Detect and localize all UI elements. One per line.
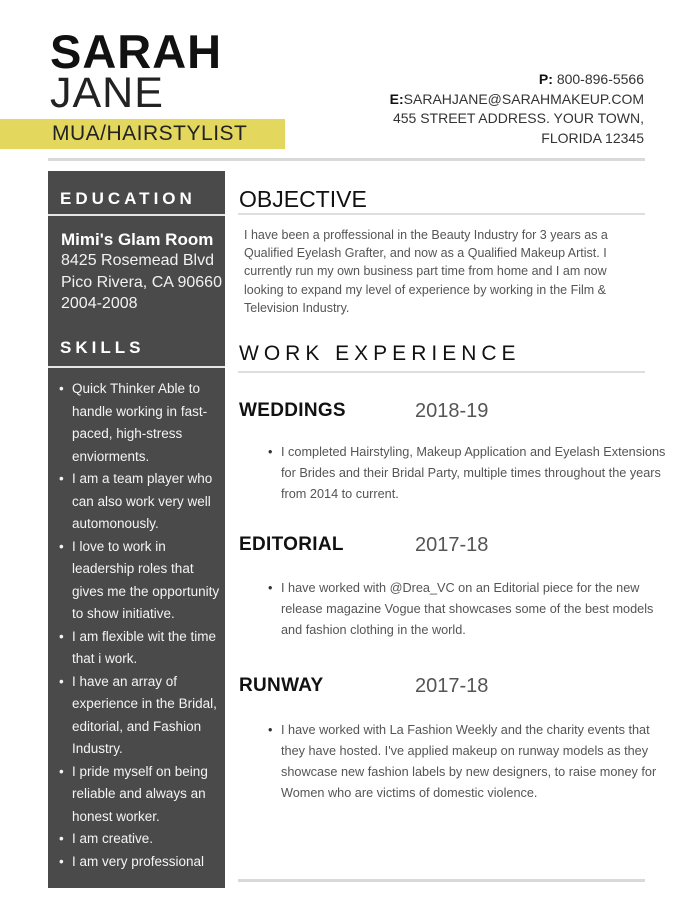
job-years: 2017-18 — [415, 675, 489, 697]
last-name: JANE — [50, 69, 164, 117]
school-address-1: 8425 Rosemead Blvd — [61, 252, 214, 269]
objective-text: I have been a proffessional in the Beauty Industry for 3 years as a Qualified Eyelash Grafter, and now as a Qualified Makeup Artist. I currently run my own business part time from home and I am now looking to expand my level of experience by working in the Film & Television Industry. — [244, 228, 608, 315]
email-line — [390, 90, 644, 110]
job-years: 2017-18 — [415, 534, 489, 556]
skills-heading: SKILLS — [60, 338, 145, 357]
objective-divider — [238, 213, 645, 215]
skills-list — [58, 378, 228, 873]
skill-item: • I am creative. — [58, 828, 228, 851]
education-heading: EDUCATION — [60, 189, 196, 208]
first-name: SARAH — [50, 25, 223, 78]
objective-heading: OBJECTIVE — [239, 186, 367, 212]
phone-line — [390, 70, 644, 90]
school-name: Mimi's Glam Room — [61, 230, 214, 249]
job-description-item: • I have worked with La Fashion Weekly and the charity events that they have hosted. I've applied makeup on runway models as they showcase new fashion labels by new designers, to raise money for Women who are victims of domestic violence. — [268, 720, 673, 804]
job-description — [268, 720, 673, 804]
email-label: E: — [389, 90, 404, 107]
skills-divider — [48, 366, 225, 368]
skill-item: • I have an array of experience in the Bridal, editorial, and Fashion Industry. — [58, 671, 228, 761]
education-divider — [48, 214, 225, 216]
work-experience-heading: WORK EXPERIENCE — [239, 342, 521, 365]
phone-label: P: — [538, 71, 553, 87]
job-description-item: • I completed Hairstyling, Makeup Application and Eyelash Extensions for Brides and their Bridal Party, multiple times throughout the years from 2014 to current. — [268, 442, 673, 505]
job-years: 2018-19 — [415, 400, 489, 422]
skill-item: • I am a team player who can also work very well automonously. — [58, 468, 228, 536]
job-title-heading: MUA/HAIRSTYLIST — [52, 122, 248, 145]
skill-item: • I am very professional — [58, 851, 228, 874]
skill-item: • I love to work in leadership roles that gives me the opportunity to show initiative. — [58, 536, 228, 626]
email-address: SARAHJANE@SARAHMAKEUP.COM — [403, 90, 644, 107]
phone-number: 800-896-5566 — [556, 71, 644, 87]
job-title: EDITORIAL — [239, 534, 344, 555]
job-description — [268, 578, 673, 641]
footer-divider — [238, 879, 645, 882]
job-title: WEDDINGS — [239, 400, 346, 421]
work-experience-divider — [238, 371, 645, 373]
job-description — [268, 442, 673, 505]
address-line-2: FLORIDA 12345 — [541, 129, 644, 146]
school-address-2: Pico Rivera, CA 90660 — [61, 274, 222, 291]
skill-item: • I am flexible wit the time that i work. — [58, 626, 228, 671]
skill-item: • Quick Thinker Able to handle working in fast-paced, high-stress enviorments. — [58, 378, 228, 468]
header-divider — [48, 158, 645, 161]
job-description-item: • I have worked with @Drea_VC on an Editorial piece for the new release magazine Vogue that showcases some of the best models and fashion clothing in the world. — [268, 578, 673, 641]
address-line-1: 455 STREET ADDRESS. YOUR TOWN, — [392, 110, 644, 126]
contact-block — [390, 70, 644, 148]
job-title: RUNWAY — [239, 675, 324, 696]
school-years: 2004-2008 — [61, 295, 138, 312]
skill-item: • I pride myself on being reliable and always an honest worker. — [58, 761, 228, 829]
